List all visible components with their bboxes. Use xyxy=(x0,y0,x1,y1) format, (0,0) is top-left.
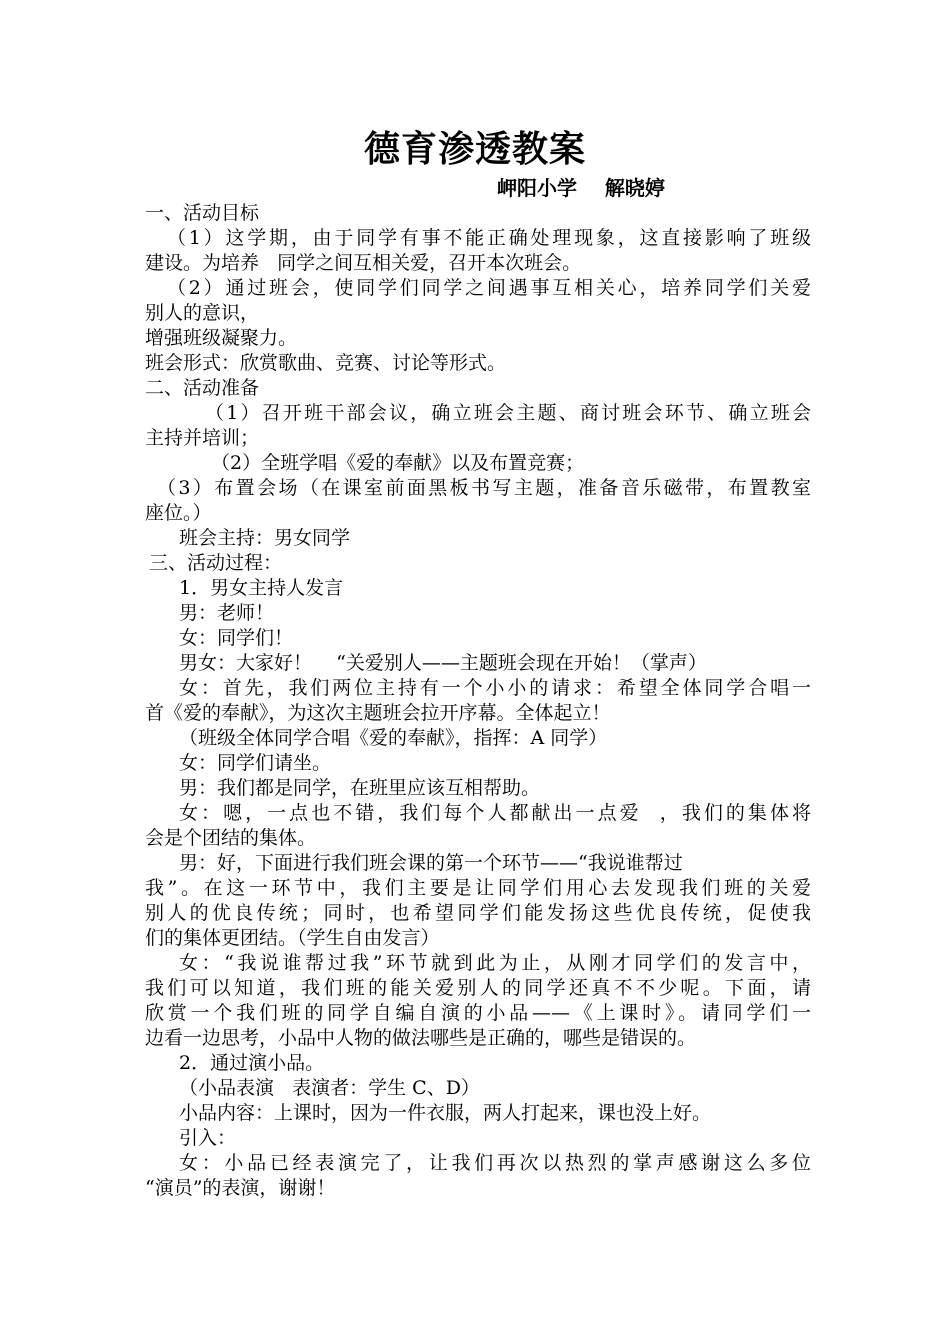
text-line: （班级全体同学合唱《爱的奉献》，指挥：A 同学） xyxy=(179,727,608,749)
text-line: 2．通过演小品。 xyxy=(179,1052,325,1074)
text-line: 男：老师！ xyxy=(179,602,275,624)
text-line: 引入： xyxy=(179,1127,237,1149)
text-line: （1）召开班干部会议，确立班会主题、商讨班会环节、确立班会 xyxy=(205,402,811,424)
text-line: 一、活动目标 xyxy=(145,202,260,224)
text-line: 主持并培训； xyxy=(145,427,260,449)
text-line: 座位。） xyxy=(145,502,212,524)
document-author: 岬阳小学 解晓婷 xyxy=(497,176,665,200)
text-line: 女：同学们！ xyxy=(179,627,294,649)
text-line: 增强班级凝聚力。 xyxy=(145,327,298,349)
text-line: （2）全班学唱《爱的奉献》以及布置竞赛； xyxy=(211,452,585,474)
text-line: 会是个团结的集体。 xyxy=(145,827,317,849)
text-line: 1．男女主持人发言 xyxy=(179,577,344,599)
text-line: 三、活动过程： xyxy=(149,552,283,574)
text-line: 男女：大家好！ “关爱别人——主题班会现在开始！（掌声） xyxy=(179,652,707,674)
text-line: 班会形式：欣赏歌曲、竞赛、讨论等形式。 xyxy=(145,352,507,374)
text-line: 女：首先，我们两位主持有一个小小的请求：希望全体同学合唱一 xyxy=(179,677,811,699)
text-line: （小品表演 表演者：学生 C、D） xyxy=(179,1077,480,1099)
text-line: 女：嗯，一点也不错，我们每个人都献出一点爱 ，我们的集体将 xyxy=(179,802,811,824)
text-line: （2）通过班会，使同学们同学之间遇事互相关心，培养同学们关爱 xyxy=(167,277,811,299)
text-line: 别人的优良传统；同时，也希望同学们能发扬这些优良传统，促使我 xyxy=(145,902,811,924)
text-line: 男：我们都是同学，在班里应该互相帮助。 xyxy=(179,777,541,799)
text-line: 女：小品已经表演完了，让我们再次以热烈的掌声感谢这么多位 xyxy=(179,1152,811,1174)
text-line: 欣赏一个我们班的同学自编自演的小品——《上课时》。请同学们一 xyxy=(145,1002,811,1024)
text-line: 建设。为培养 同学之间互相关爱，召开本次班会。 xyxy=(145,252,582,274)
text-line: 二、活动准备 xyxy=(145,377,260,399)
text-line: 我”。在这一环节中，我们主要是让同学们用心去发现我们班的关爱 xyxy=(145,877,811,899)
text-line: 班会主持：男女同学 xyxy=(179,527,351,549)
document-title: 德育渗透教案 xyxy=(363,129,586,170)
text-line: （3）布置会场（在课室前面黑板书写主题，准备音乐磁带，布置教室 xyxy=(157,477,811,499)
text-line: 首《爱的奉献》，为这次主题班会拉开序幕。全体起立！ xyxy=(145,702,611,724)
text-line: 们的集体更团结。（学生自由发言） xyxy=(145,927,440,949)
document-body xyxy=(145,201,811,1201)
text-line: 边看一边思考，小品中人物的做法哪些是正确的，哪些是错误的。 xyxy=(145,1027,697,1049)
text-line: 我们可以知道，我们班的能关爱别人的同学还真不不少呢。下面，请 xyxy=(145,977,811,999)
text-line: “演员”的表演，谢谢！ xyxy=(145,1177,336,1199)
text-line: 小品内容：上课时，因为一件衣服，两人打起来，课也没上好。 xyxy=(179,1102,712,1124)
text-line: 女：同学们请坐。 xyxy=(179,752,332,774)
text-line: 女：“我说谁帮过我”环节就到此为止，从刚才同学们的发言中， xyxy=(179,952,811,974)
text-line: 别人的意识， xyxy=(145,302,260,324)
text-line: （1）这学期，由于同学有事不能正确处理现象，这直接影响了班级 xyxy=(167,227,811,249)
text-line: 男：好，下面进行我们班会课的第一个环节——“我说谁帮过 xyxy=(179,852,683,874)
